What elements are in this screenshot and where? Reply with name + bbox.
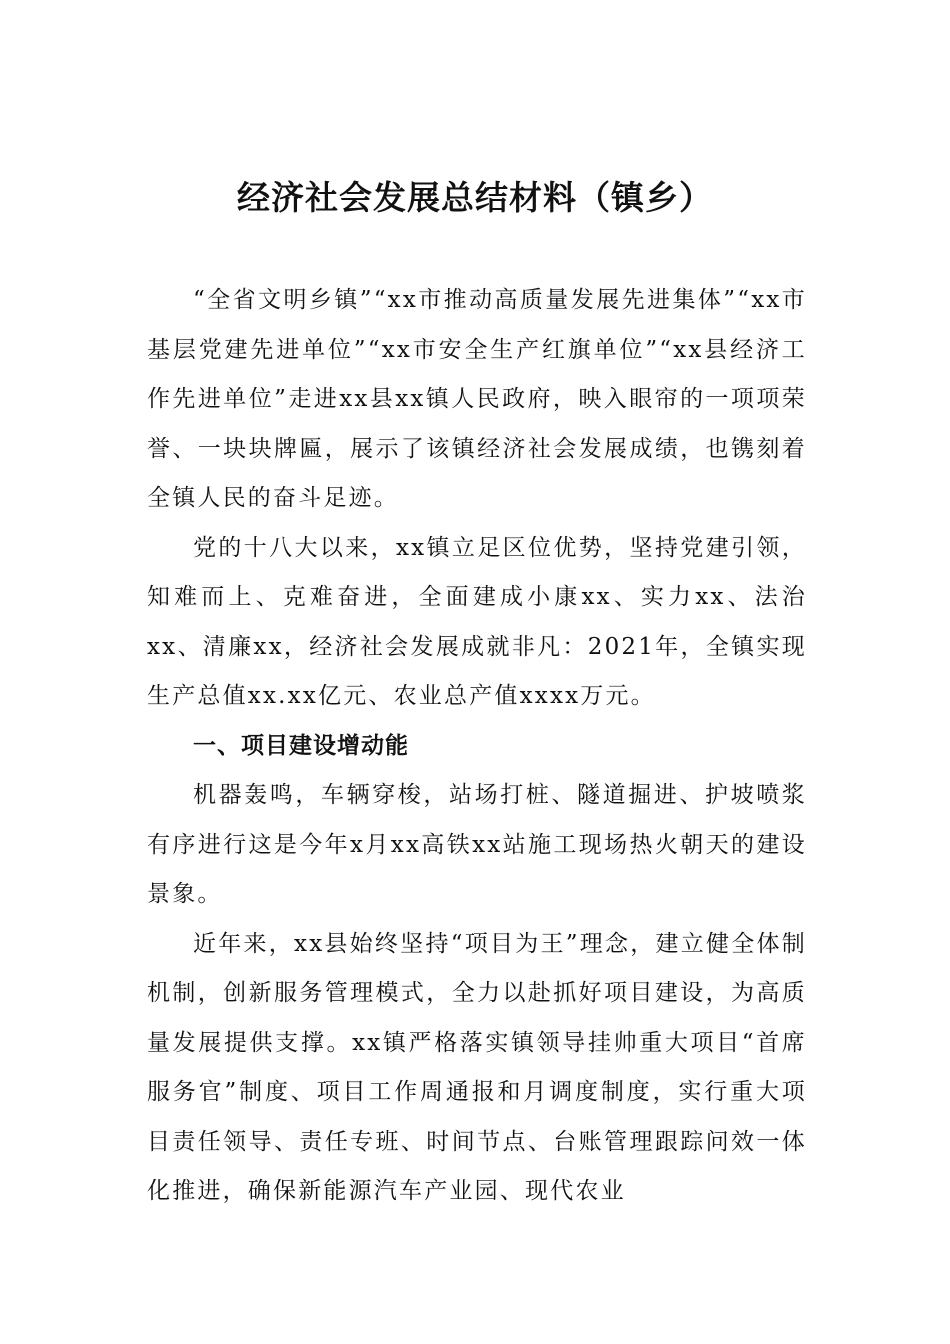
document-body (147, 276, 807, 1217)
document-title: 经济社会发展总结材料（镇乡） (237, 178, 713, 217)
section-heading: 一、项目建设增动能 (193, 732, 409, 759)
construction-paragraph: 机器轰鸣，车辆穿梭，站场打桩、隧道掘进、护坡喷浆有序进行这是今年x月xx高铁xx站施工现场热火朝天的建设景象。 (147, 782, 807, 907)
achievement-paragraph: 党的十八大以来，xx镇立足区位优势，坚持党建引领，知难而上、克难奋进，全面建成小康xx、实力xx、法治xx、清廉xx，经济社会发展成就非凡：2021年，全镇实现生产总值xx.xx亿元、农业总产值xxxx万元。 (147, 534, 807, 709)
project-policy-paragraph: 近年来，xx县始终坚持“项目为王”理念，建立健全体制机制，创新服务管理模式，全力以赴抓好项目建设，为高质量发展提供支撑。xx镇严格落实镇领导挂帅重大项目“首席服务官”制度、项目工作周通报和月调度制度，实行重大项目责任领导、责任专班、时间节点、台账管理跟踪问效一体化推进，确保新能源汽车产业园、现代农业 (147, 930, 807, 1204)
intro-paragraph: “全省文明乡镇”“xx市推动高质量发展先进集体”“xx市基层党建先进单位”“xx市安全生产红旗单位”“xx县经济工作先进单位”走进xx县xx镇人民政府，映入眼帘的一项项荣誉、一块块牌匾，展示了该镇经济社会发展成绩，也镌刻着全镇人民的奋斗足迹。 (147, 287, 807, 511)
